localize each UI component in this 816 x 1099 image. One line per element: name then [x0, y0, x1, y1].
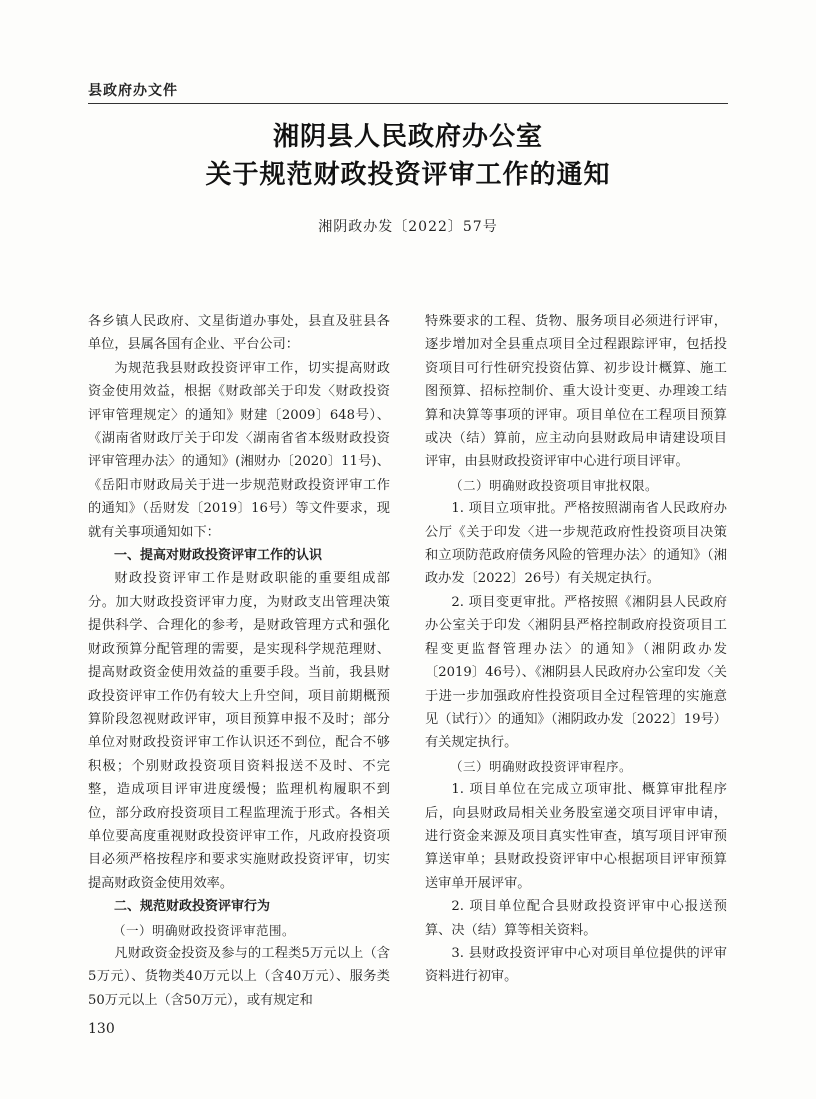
intro-paragraph: 为规范我县财政投资评审工作，切实提高财政资金使用效益，根据《财政部关于印发〈财政投资评审管理规定〉的通知》财建〔2009〕648号）、《湖南省财政厅关于印发〈湖南省省本级财政投资评审管理办法〉的通知》(湘财办〔2020〕11号)、《岳阳市财政局关于进一步规范财政投资评审工作的通知》（岳财发〔2019〕16号）等文件要求，现就有关事项通知如下： — [88, 360, 390, 540]
body-paragraph: 2. 项目单位配合县财政投资评审中心报送预算、决（结）算等相关资料。 — [425, 899, 727, 938]
header-divider — [88, 103, 728, 104]
document-number: 湘阴政办发〔2022〕57号 — [318, 219, 498, 235]
body-paragraph: 3. 县财政投资评审中心对项目单位提供的评审资料进行初审。 — [425, 945, 727, 985]
subsection-heading: （二）明确财政投资项目审批权限。 — [450, 477, 659, 493]
left-column — [88, 310, 390, 1012]
salutation-paragraph: 各乡镇人民政府、文星街道办事处，县直及驻县各单位，县属各国有企业、平台公司： — [88, 314, 390, 353]
body-paragraph: 凡财政资金投资及参与的工程类5万元以上（含5万元）、货物类40万元以上（含40万元）、服务类50万元以上（含50万元），或有规定和 — [88, 945, 390, 1008]
document-title — [88, 118, 728, 194]
section-heading-2: 二、规范财政投资评审行为 — [114, 899, 271, 915]
body-paragraph: 特殊要求的工程、货物、服务项目必须进行评审，逐步增加对全县重点项目全过程跟踪评审，包括投资项目可行性研究投资估算、初步设计概算、施工图预算、招标控制价、重大设计变更、办理竣工结算和决算等事项的评审。项目单位在工程项目预算或决（结）算前，应主动向县财政局申请建设项目评审，由县财政投资评审中心进行项目评审。 — [425, 314, 727, 470]
subsection-heading: （三）明确财政投资评审程序。 — [450, 758, 633, 774]
body-paragraph: 1. 项目立项审批。严格按照湖南省人民政府办公厅《关于印发〈进一步规范政府性投资项目决策和立项防范政府债务风险的管理办法〉的通知》（湘政办发〔2022〕26号）有关规定执行。 — [425, 501, 727, 587]
section-heading-1: 一、提高对财政投资评审工作的认识 — [114, 548, 323, 564]
title-line-2: 关于规范财政投资评审工作的通知 — [205, 160, 611, 190]
section-header-label: 县政府办文件 — [88, 83, 178, 99]
right-column — [425, 310, 727, 989]
subsection-heading: （一）明确财政投资评审范围。 — [113, 922, 296, 938]
body-paragraph: 财政投资评审工作是财政职能的重要组成部分。加大财政投资评审力度，为财政支出管理决策提供科学、合理化的参考，是财政管理方式和强化财政预算分配管理的需要，是实现科学规范理财、提高财政资金使用效益的重要手段。当前，我县财政投资评审工作仍有较大上升空间，项目前期概预算阶段忽视财政评审，项目预算申报不及时；部分单位对财政投资评审工作认识还不到位，配合不够积极；个别财政投资项目资料报送不及时、不完整，造成项目评审进度缓慢；监理机构履职不到位，部分政府投资项目工程监理流于形式。各相关单位要高度重视财政投资评审工作，凡政府投资项目必须严格按程序和要求实施财政投资评审，切实提高财政资金使用效率。 — [88, 571, 390, 891]
body-paragraph: 1. 项目单位在完成立项审批、概算审批程序后，向县财政局相关业务股室递交项目评审申请，进行资金来源及项目真实性审查，填写项目评审预算送审单；县财政投资评审中心根据项目评审预算送审单开展评审。 — [425, 782, 727, 891]
page-number: 130 — [88, 1021, 115, 1037]
body-paragraph: 2. 项目变更审批。严格按照《湘阴县人民政府办公室关于印发〈湘阴县严格控制政府投资项目工程变更监督管理办法〉的通知》（湘阴政办发〔2019〕46号）、《湘阴县人民政府办公室印发〈关于进一步加强政府性投资项目全过程管理的实施意见（试行）〉的通知》（湘阴政办发〔2022〕19号）有关规定执行。 — [425, 594, 727, 751]
title-line-1: 湘阴县人民政府办公室 — [272, 122, 543, 152]
